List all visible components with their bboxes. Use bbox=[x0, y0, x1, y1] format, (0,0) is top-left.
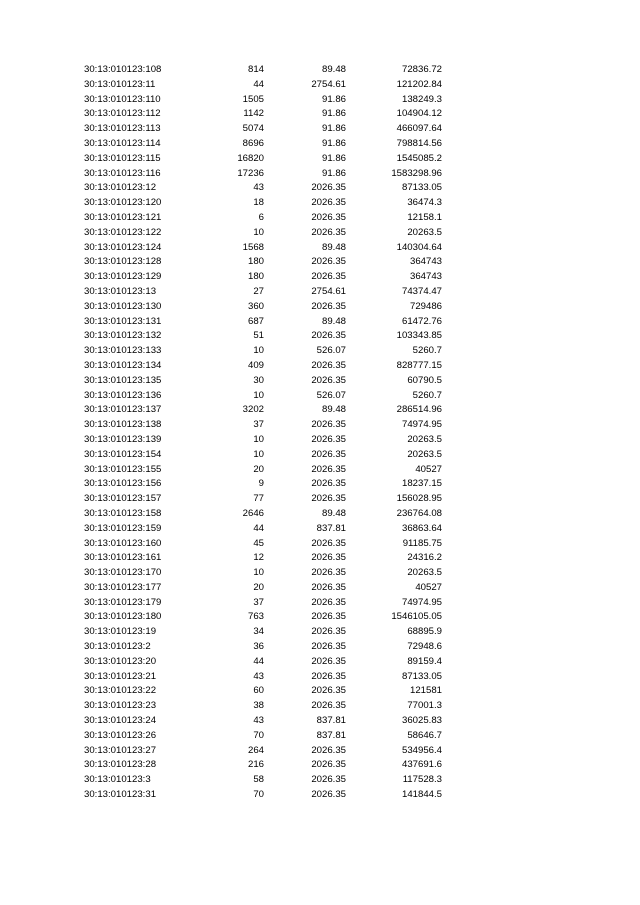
table-row bbox=[84, 389, 442, 404]
cadastral-number-cell: 30:13:010123:31 bbox=[84, 789, 157, 801]
total-cell: 18237.15 bbox=[401, 478, 442, 490]
quantity-cell: 180 bbox=[247, 271, 264, 283]
cadastral-number-cell: 30:13:010123:21 bbox=[84, 670, 157, 682]
quantity-cell: 70 bbox=[253, 789, 264, 801]
quantity-cell: 44 bbox=[253, 78, 264, 90]
quantity-cell: 45 bbox=[253, 537, 264, 549]
price-cell: 2026.35 bbox=[311, 759, 346, 771]
cadastral-number-cell: 30:13:010123:155 bbox=[84, 463, 162, 475]
total-cell: 91185.75 bbox=[402, 537, 442, 549]
cadastral-number-cell: 30:13:010123:12 bbox=[84, 182, 157, 194]
quantity-cell: 44 bbox=[253, 655, 264, 667]
table-row bbox=[84, 744, 442, 759]
cadastral-number-cell: 30:13:010123:129 bbox=[84, 271, 162, 283]
quantity-cell: 58 bbox=[253, 774, 264, 786]
cadastral-number-cell: 30:13:010123:28 bbox=[84, 759, 157, 771]
quantity-cell: 10 bbox=[253, 389, 264, 401]
quantity-cell: 216 bbox=[247, 759, 264, 771]
total-cell: 121202.84 bbox=[396, 78, 442, 90]
quantity-cell: 16820 bbox=[237, 152, 264, 164]
cadastral-number-cell: 30:13:010123:23 bbox=[84, 700, 157, 712]
price-cell: 2026.35 bbox=[311, 611, 346, 623]
cadastral-number-cell: 30:13:010123:154 bbox=[84, 448, 162, 460]
quantity-cell: 20 bbox=[253, 581, 264, 593]
quantity-cell: 18 bbox=[253, 197, 264, 209]
price-cell: 89.48 bbox=[321, 507, 346, 519]
table-row bbox=[84, 93, 442, 108]
total-cell: 729486 bbox=[409, 300, 442, 312]
cadastral-number-cell: 30:13:010123:11 bbox=[84, 78, 156, 90]
table-row bbox=[84, 270, 442, 285]
price-cell: 2026.35 bbox=[311, 300, 346, 312]
table-row bbox=[84, 463, 442, 478]
total-cell: 798814.56 bbox=[396, 137, 442, 149]
price-cell: 89.48 bbox=[321, 404, 346, 416]
cadastral-number-cell: 30:13:010123:180 bbox=[84, 611, 162, 623]
cadastral-number-cell: 30:13:010123:138 bbox=[84, 419, 162, 431]
table-row bbox=[84, 285, 442, 300]
cadastral-number-cell: 30:13:010123:157 bbox=[84, 493, 162, 505]
table-row bbox=[84, 610, 442, 625]
total-cell: 36863.64 bbox=[401, 522, 442, 534]
table-row bbox=[84, 773, 442, 788]
cadastral-number-cell: 30:13:010123:27 bbox=[84, 744, 157, 756]
quantity-cell: 17236 bbox=[237, 167, 264, 179]
quantity-cell: 70 bbox=[253, 729, 264, 741]
table-row bbox=[84, 433, 442, 448]
table-row bbox=[84, 344, 442, 359]
cadastral-number-cell: 30:13:010123:24 bbox=[84, 715, 157, 727]
total-cell: 156028.95 bbox=[396, 493, 442, 505]
total-cell: 87133.05 bbox=[401, 182, 442, 194]
total-cell: 72836.72 bbox=[401, 64, 442, 75]
cadastral-number-cell: 30:13:010123:116 bbox=[84, 167, 161, 179]
price-cell: 91.86 bbox=[321, 93, 346, 105]
total-cell: 5260.7 bbox=[412, 345, 442, 357]
table-row bbox=[84, 211, 442, 226]
table-row bbox=[84, 403, 442, 418]
total-cell: 87133.05 bbox=[401, 670, 442, 682]
cadastral-number-cell: 30:13:010123:108 bbox=[84, 64, 162, 75]
price-cell: 89.48 bbox=[321, 315, 346, 327]
total-cell: 140304.64 bbox=[396, 241, 442, 253]
total-cell: 68895.9 bbox=[407, 626, 442, 638]
cadastral-number-cell: 30:13:010123:13 bbox=[84, 285, 157, 297]
total-cell: 138249.3 bbox=[401, 93, 442, 105]
cadastral-number-cell: 30:13:010123:115 bbox=[84, 152, 161, 164]
table-row bbox=[84, 107, 442, 122]
table-row bbox=[84, 418, 442, 433]
cadastral-number-cell: 30:13:010123:121 bbox=[84, 211, 162, 223]
cadastral-number-cell: 30:13:010123:113 bbox=[84, 123, 161, 135]
cadastral-number-cell: 30:13:010123:159 bbox=[84, 522, 162, 534]
quantity-cell: 37 bbox=[253, 419, 264, 431]
total-cell: 36025.83 bbox=[401, 715, 442, 727]
total-cell: 141844.5 bbox=[401, 789, 442, 801]
table-row bbox=[84, 226, 442, 241]
cadastral-number-cell: 30:13:010123:122 bbox=[84, 226, 162, 238]
quantity-cell: 180 bbox=[247, 256, 264, 268]
price-cell: 89.48 bbox=[321, 241, 346, 253]
total-cell: 40527 bbox=[415, 581, 442, 593]
cadastral-number-cell: 30:13:010123:133 bbox=[84, 345, 162, 357]
total-cell: 20263.5 bbox=[407, 567, 442, 579]
price-cell: 89.48 bbox=[321, 64, 346, 75]
table-row bbox=[84, 122, 442, 137]
cadastral-number-cell: 30:13:010123:26 bbox=[84, 729, 157, 741]
table-row bbox=[84, 581, 442, 596]
table-row bbox=[84, 374, 442, 389]
price-cell: 2026.35 bbox=[311, 182, 346, 194]
cadastral-number-cell: 30:13:010123:2 bbox=[84, 641, 151, 653]
price-cell: 91.86 bbox=[321, 108, 346, 120]
price-cell: 2026.35 bbox=[311, 448, 346, 460]
price-cell: 2026.35 bbox=[311, 596, 346, 608]
price-cell: 2026.35 bbox=[311, 226, 346, 238]
price-cell: 837.81 bbox=[316, 522, 346, 534]
cadastral-number-cell: 30:13:010123:177 bbox=[84, 581, 162, 593]
price-cell: 2026.35 bbox=[311, 197, 346, 209]
quantity-cell: 10 bbox=[253, 226, 264, 238]
table-row bbox=[84, 315, 442, 330]
table-row bbox=[84, 359, 442, 374]
price-cell: 2026.35 bbox=[311, 478, 346, 490]
total-cell: 466097.64 bbox=[396, 123, 442, 135]
total-cell: 20263.5 bbox=[407, 448, 442, 460]
total-cell: 1546105.05 bbox=[391, 611, 442, 623]
table-row bbox=[84, 329, 442, 344]
price-cell: 2026.35 bbox=[311, 537, 346, 549]
cadastral-number-cell: 30:13:010123:131 bbox=[84, 315, 162, 327]
price-cell: 2026.35 bbox=[311, 700, 346, 712]
price-cell: 2026.35 bbox=[311, 774, 346, 786]
table-row bbox=[84, 507, 442, 522]
table-row bbox=[84, 551, 442, 566]
total-cell: 40527 bbox=[415, 463, 442, 475]
quantity-cell: 44 bbox=[253, 522, 264, 534]
total-cell: 77001.3 bbox=[407, 700, 442, 712]
price-cell: 2026.35 bbox=[311, 670, 346, 682]
price-cell: 837.81 bbox=[316, 715, 346, 727]
quantity-cell: 8696 bbox=[242, 137, 264, 149]
total-cell: 103343.85 bbox=[396, 330, 442, 342]
total-cell: 1545085.2 bbox=[396, 152, 442, 164]
table-row bbox=[84, 699, 442, 714]
table-row bbox=[84, 63, 442, 78]
price-cell: 526.07 bbox=[316, 345, 346, 357]
total-cell: 74974.95 bbox=[401, 596, 442, 608]
cadastral-number-cell: 30:13:010123:158 bbox=[84, 507, 162, 519]
quantity-cell: 1505 bbox=[242, 93, 264, 105]
quantity-cell: 3202 bbox=[242, 404, 264, 416]
table-row bbox=[84, 448, 442, 463]
total-cell: 5260.7 bbox=[412, 389, 442, 401]
table-row bbox=[84, 670, 442, 685]
total-cell: 74974.95 bbox=[401, 419, 442, 431]
cadastral-number-cell: 30:13:010123:3 bbox=[84, 774, 151, 786]
table-row bbox=[84, 714, 442, 729]
cadastral-number-cell: 30:13:010123:22 bbox=[84, 685, 157, 697]
table-row bbox=[84, 492, 442, 507]
quantity-cell: 43 bbox=[253, 715, 264, 727]
quantity-cell: 77 bbox=[253, 493, 264, 505]
table-row bbox=[84, 477, 442, 492]
cadastral-number-cell: 30:13:010123:139 bbox=[84, 433, 162, 445]
price-cell: 2026.35 bbox=[311, 655, 346, 667]
quantity-cell: 763 bbox=[247, 611, 264, 623]
total-cell: 121581 bbox=[409, 685, 442, 697]
table-row bbox=[84, 537, 442, 552]
cadastral-number-cell: 30:13:010123:179 bbox=[84, 596, 162, 608]
quantity-cell: 60 bbox=[253, 685, 264, 697]
quantity-cell: 687 bbox=[247, 315, 264, 327]
table-row bbox=[84, 758, 442, 773]
cadastral-number-cell: 30:13:010123:156 bbox=[84, 478, 162, 490]
table-row bbox=[84, 729, 442, 744]
total-cell: 24316.2 bbox=[407, 552, 442, 564]
cadastral-number-cell: 30:13:010123:135 bbox=[84, 374, 162, 386]
cadastral-number-cell: 30:13:010123:20 bbox=[84, 655, 157, 667]
table-row bbox=[84, 241, 442, 256]
cadastral-number-cell: 30:13:010123:132 bbox=[84, 330, 162, 342]
table-row bbox=[84, 655, 442, 670]
price-cell: 2026.35 bbox=[311, 567, 346, 579]
quantity-cell: 43 bbox=[253, 182, 264, 194]
quantity-cell: 1142 bbox=[243, 108, 264, 120]
table-body bbox=[84, 63, 442, 803]
price-cell: 2026.35 bbox=[311, 581, 346, 593]
price-cell: 2026.35 bbox=[311, 433, 346, 445]
quantity-cell: 43 bbox=[253, 670, 264, 682]
table-row bbox=[84, 181, 442, 196]
quantity-cell: 37 bbox=[253, 596, 264, 608]
quantity-cell: 10 bbox=[253, 345, 264, 357]
cadastral-number-cell: 30:13:010123:128 bbox=[84, 256, 162, 268]
quantity-cell: 2646 bbox=[242, 507, 264, 519]
price-cell: 2026.35 bbox=[311, 641, 346, 653]
quantity-cell: 12 bbox=[253, 552, 264, 564]
price-cell: 2026.35 bbox=[311, 211, 346, 223]
table-row bbox=[84, 788, 442, 803]
cadastral-number-cell: 30:13:010123:160 bbox=[84, 537, 162, 549]
price-cell: 2754.61 bbox=[311, 78, 346, 90]
price-cell: 2026.35 bbox=[311, 685, 346, 697]
price-cell: 2026.35 bbox=[311, 271, 346, 283]
price-cell: 2026.35 bbox=[311, 256, 346, 268]
table-row bbox=[84, 684, 442, 699]
price-cell: 91.86 bbox=[321, 167, 346, 179]
table-row bbox=[84, 640, 442, 655]
quantity-cell: 38 bbox=[253, 700, 264, 712]
quantity-cell: 10 bbox=[253, 448, 264, 460]
total-cell: 828777.15 bbox=[396, 359, 442, 371]
total-cell: 89159.4 bbox=[407, 655, 442, 667]
total-cell: 437691.6 bbox=[401, 759, 442, 771]
price-cell: 2026.35 bbox=[311, 374, 346, 386]
cadastral-number-cell: 30:13:010123:170 bbox=[84, 567, 162, 579]
quantity-cell: 5074 bbox=[242, 123, 264, 135]
cadastral-number-cell: 30:13:010123:112 bbox=[84, 108, 161, 120]
table-row bbox=[84, 78, 442, 93]
quantity-cell: 360 bbox=[247, 300, 264, 312]
quantity-cell: 409 bbox=[247, 359, 264, 371]
total-cell: 58646.7 bbox=[407, 729, 442, 741]
quantity-cell: 27 bbox=[253, 285, 264, 297]
table-row bbox=[84, 255, 442, 270]
price-cell: 91.86 bbox=[321, 137, 346, 149]
total-cell: 117528.3 bbox=[402, 774, 442, 786]
table-row bbox=[84, 196, 442, 211]
total-cell: 20263.5 bbox=[407, 433, 442, 445]
total-cell: 364743 bbox=[409, 271, 442, 283]
cadastral-number-cell: 30:13:010123:130 bbox=[84, 300, 162, 312]
price-cell: 2026.35 bbox=[311, 789, 346, 801]
quantity-cell: 10 bbox=[253, 567, 264, 579]
table-row bbox=[84, 300, 442, 315]
cadastral-number-cell: 30:13:010123:134 bbox=[84, 359, 162, 371]
quantity-cell: 264 bbox=[247, 744, 264, 756]
quantity-cell: 1568 bbox=[242, 241, 264, 253]
total-cell: 236764.08 bbox=[396, 507, 442, 519]
table-row bbox=[84, 596, 442, 611]
table-row bbox=[84, 137, 442, 152]
total-cell: 20263.5 bbox=[407, 226, 442, 238]
table-row bbox=[84, 522, 442, 537]
table-row bbox=[84, 167, 442, 182]
data-table bbox=[84, 63, 442, 803]
cadastral-number-cell: 30:13:010123:19 bbox=[84, 626, 157, 638]
quantity-cell: 10 bbox=[253, 433, 264, 445]
total-cell: 364743 bbox=[409, 256, 442, 268]
total-cell: 61472.76 bbox=[401, 315, 442, 327]
price-cell: 2026.35 bbox=[311, 359, 346, 371]
price-cell: 526.07 bbox=[316, 389, 346, 401]
cadastral-number-cell: 30:13:010123:120 bbox=[84, 197, 162, 209]
table-row bbox=[84, 566, 442, 581]
quantity-cell: 6 bbox=[258, 211, 264, 223]
total-cell: 1583298.96 bbox=[391, 167, 442, 179]
table-row bbox=[84, 152, 442, 167]
cadastral-number-cell: 30:13:010123:161 bbox=[84, 552, 162, 564]
total-cell: 74374.47 bbox=[401, 285, 442, 297]
quantity-cell: 36 bbox=[253, 641, 264, 653]
cadastral-number-cell: 30:13:010123:136 bbox=[84, 389, 162, 401]
price-cell: 2026.35 bbox=[311, 744, 346, 756]
cadastral-number-cell: 30:13:010123:137 bbox=[84, 404, 162, 416]
price-cell: 837.81 bbox=[316, 729, 346, 741]
quantity-cell: 20 bbox=[253, 463, 264, 475]
total-cell: 534956.4 bbox=[401, 744, 442, 756]
total-cell: 60790.5 bbox=[407, 374, 442, 386]
cadastral-number-cell: 30:13:010123:110 bbox=[84, 93, 161, 105]
quantity-cell: 34 bbox=[253, 626, 264, 638]
price-cell: 2026.35 bbox=[311, 626, 346, 638]
total-cell: 72948.6 bbox=[407, 641, 442, 653]
cadastral-number-cell: 30:13:010123:114 bbox=[84, 137, 161, 149]
quantity-cell: 51 bbox=[253, 330, 264, 342]
total-cell: 104904.12 bbox=[396, 108, 442, 120]
quantity-cell: 9 bbox=[258, 478, 264, 490]
cadastral-number-cell: 30:13:010123:124 bbox=[84, 241, 162, 253]
quantity-cell: 814 bbox=[247, 64, 264, 75]
total-cell: 286514.96 bbox=[396, 404, 442, 416]
total-cell: 36474.3 bbox=[407, 197, 442, 209]
table-row bbox=[84, 625, 442, 640]
price-cell: 91.86 bbox=[321, 123, 346, 135]
price-cell: 2026.35 bbox=[311, 419, 346, 431]
total-cell: 12158.1 bbox=[407, 211, 442, 223]
price-cell: 2026.35 bbox=[311, 330, 346, 342]
price-cell: 2026.35 bbox=[311, 463, 346, 475]
price-cell: 2026.35 bbox=[311, 493, 346, 505]
price-cell: 2754.61 bbox=[311, 285, 346, 297]
quantity-cell: 30 bbox=[253, 374, 264, 386]
price-cell: 91.86 bbox=[321, 152, 346, 164]
price-cell: 2026.35 bbox=[311, 552, 346, 564]
